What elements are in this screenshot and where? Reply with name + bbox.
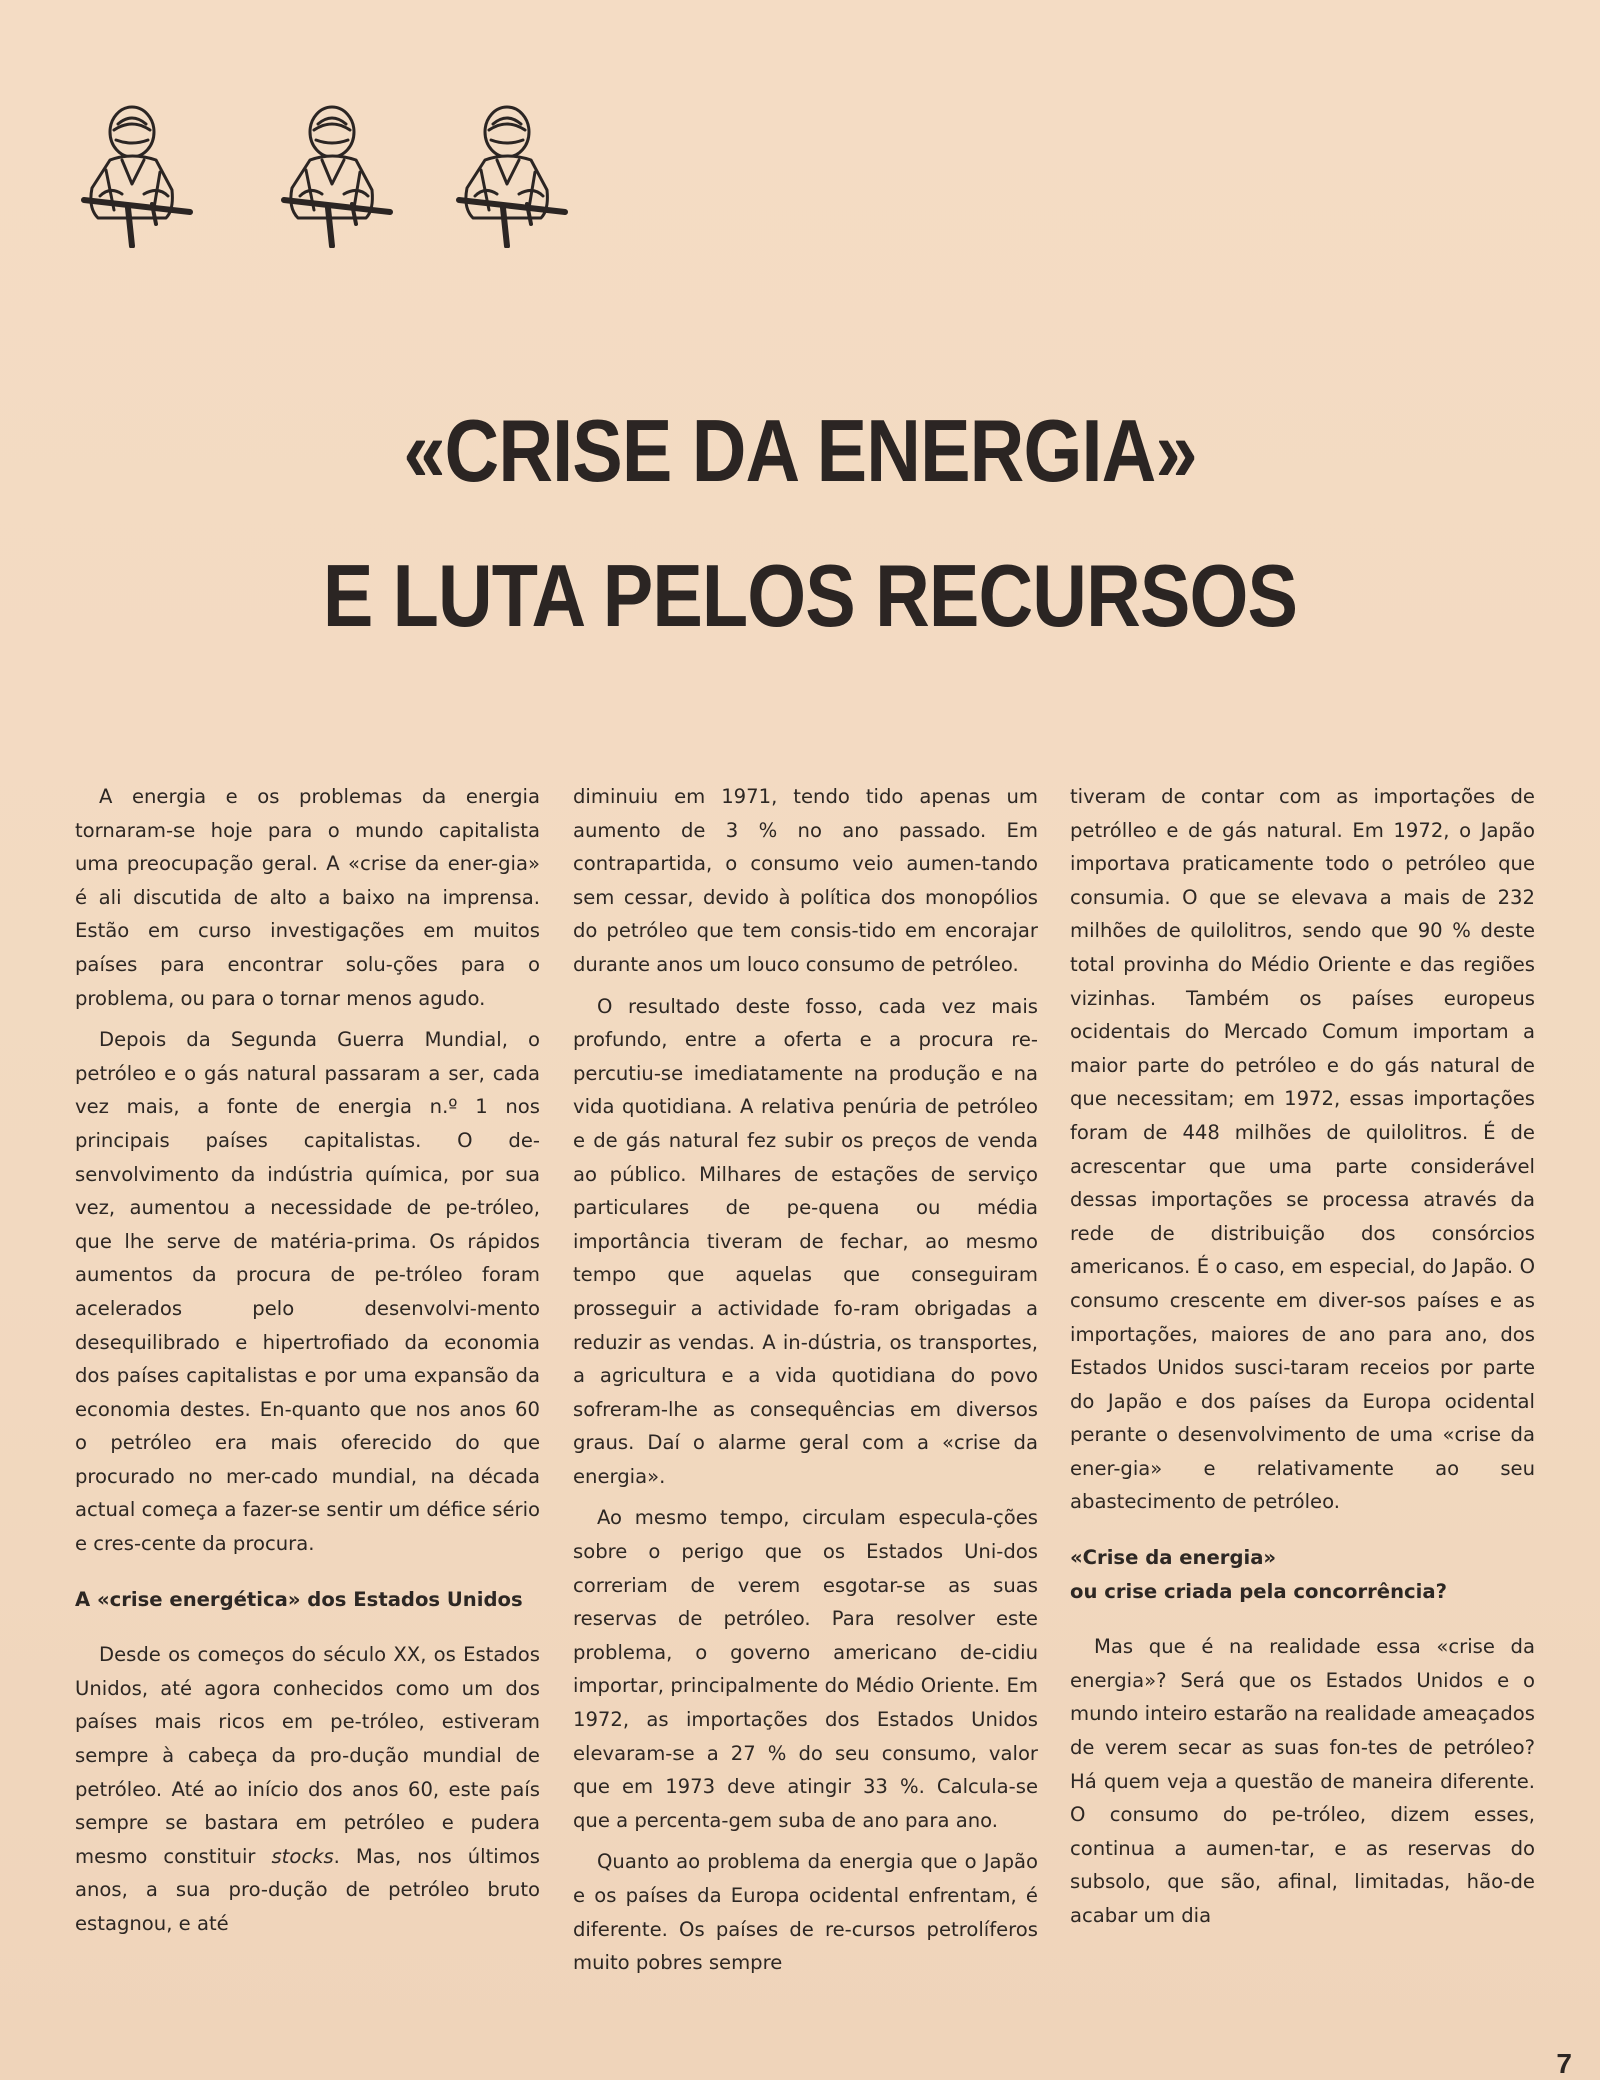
headline-line-2: E LUTA PELOS RECURSOS xyxy=(322,546,1298,645)
paragraph: Mas que é na realidade essa «crise da energia»? Será que os Estados Unidos e o mundo inteiro estarão na realidade ameaçados de verem secar as suas fon-tes de petróleo? Há quem veja a questão de maneira diferente. O consumo do pe-tróleo, dizem esses, continua a aumen-tar, e as reservas do subsolo, que são, afinal, limitadas, hão-de acabar um dia xyxy=(1070,1635,1535,1927)
paragraph: Quanto ao problema da energia que o Japão e os países da Europa ocidental enfrentam, é diferente. Os países de re-cursos petrolíferos muito pobres sempre xyxy=(573,1850,1038,1975)
section-heading: A «crise energética» dos Estados Unidos xyxy=(75,1587,523,1611)
paragraph-text: Desde os começos do século XX, os Estados Unidos, até agora conhecidos como um dos países mais ricos em pe-tróleo, estiveram sempre à cabeça da pro-dução mundial de petróleo. Até ao início dos anos 60, este país sempre se bastara em petróleo e pudera mesmo constituir xyxy=(75,1643,540,1868)
section-heading-line-1: «Crise da energia» xyxy=(1070,1546,1277,1570)
italic-term: stocks xyxy=(271,1844,334,1868)
paragraph: Ao mesmo tempo, circulam especula-ções sobre o perigo que os Estados Uni-dos correriam de verem esgotar-se as suas reservas de petróleo. Para resolver este problema, o governo americano de-cidiu importar, principalmente do Médio Oriente. Em 1972, as importações dos Estados Unidos elevaram-se a 27 % do seu consumo, valor que em 1973 deve atingir 33 %. Calcula-se que a percenta-gem suba de ano para ano. xyxy=(573,1506,1038,1832)
soldier-figure-icon xyxy=(445,100,575,248)
soldier-figure-icon xyxy=(70,100,200,248)
page-number: 7 xyxy=(1556,2048,1572,2079)
headline-line-1: «CRISE DA ENERGIA» xyxy=(403,401,1197,500)
paragraph: O resultado deste fosso, cada vez mais profundo, entre a oferta e a procura re-percutiu-se imediatamente na produção e na vida quotidiana. A relativa penúria de petróleo e de gás natural fez subir os preços de venda ao público. Milhares de estações de serviço particulares de pe-quena ou média importância tiveram de fechar, ao mesmo tempo que aquelas que conseguiram prosseguir a actividade fo-ram obrigadas a reduzir as vendas. A in-dústria, os transportes, a agricultura e a vida quotidiana do povo sofreram-lhe as consequências em diversos graus. Daí o alarme geral com a «crise da energia». xyxy=(573,994,1038,1488)
paragraph-text: . Mas, nos últimos anos, a sua pro-dução de petróleo bruto estagnou, e até xyxy=(75,1844,540,1935)
article-column-3 xyxy=(1070,780,1535,1941)
paragraph: tiveram de contar com as importações de petrólleo e de gás natural. Em 1972, o Japão importava praticamente todo o petróleo que consumia. O que se elevava a mais de 232 milhões de quilolitros, sendo que 90 % deste total provinha do Médio Oriente e das regiões vizinhas. Também os países europeus ocidentais do Mercado Comum importam a maior parte do petróleo e do gás natural de que necessitam; em 1972, essas importações foram de 448 milhões de quilolitros. É de acrescentar que uma parte considerável dessas importações se processa através da rede de distribuição dos consórcios americanos. É o caso, em especial, do Japão. O consumo crescente em diver-sos países e as importações, maiores de ano para ano, dos Estados Unidos susci-taram receios por parte do Japão e dos países da Europa ocidental perante o desenvolvimento de uma «crise da ener-gia» e relativamente ao seu abastecimento de petróleo. xyxy=(1070,785,1535,1514)
paragraph: Depois da Segunda Guerra Mundial, o petróleo e o gás natural passaram a ser, cada vez mais, a fonte de energia n.º 1 nos principais países capitalistas. O de-senvolvimento da indústria química, por sua vez, aumentou a necessidade de pe-tróleo, que lhe serve de matéria-prima. Os rápidos aumentos da procura de pe-tróleo foram acelerados pelo desenvolvi-mento desequilibrado e hipertrofiado da economia dos países capitalistas e por uma expansão da economia destes. En-quanto que nos anos 60 o petróleo era mais oferecido do que procurado no mer-cado mundial, na década actual começa a fazer-se sentir um défice sério e cres-cente da procura. xyxy=(75,1028,540,1556)
paragraph xyxy=(75,1638,540,1940)
soldier-figure-icon xyxy=(270,100,400,248)
paragraph: diminuiu em 1971, tendo tido apenas um aumento de 3 % no ano passado. Em contrapartida, o consumo veio aumen-tando sem cessar, devido à política dos monopólios do petróleo que tem consis-tido em encorajar durante anos um louco consumo de petróleo. xyxy=(573,785,1038,976)
article-column-1 xyxy=(75,780,540,1949)
article-column-2 xyxy=(573,780,1038,1988)
section-heading-line-2: ou crise criada pela concorrência? xyxy=(1070,1579,1447,1603)
illustration-row xyxy=(70,100,590,250)
section-heading xyxy=(1070,1541,1535,1608)
paragraph: A energia e os problemas da energia tornaram-se hoje para o mundo capitalista uma preocupação geral. A «crise da ener-gia» é ali discutida de alto a baixo na imprensa. Estão em curso investigações em muitos países para encontrar solu-ções para o problema, ou para o tornar menos agudo. xyxy=(75,785,540,1010)
